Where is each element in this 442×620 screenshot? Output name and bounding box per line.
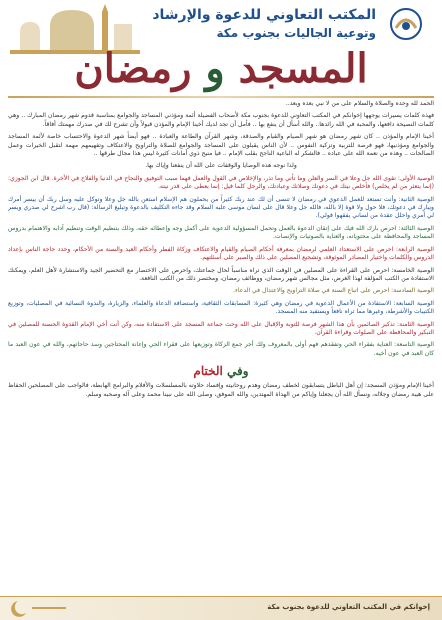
org-logo-icon <box>382 6 430 42</box>
advice-3: الوصية الثالثة: احرص بارك الله فيك على إتقان الدعوة بالعمل وتحمل المسؤولية الدعوية على أكمل وجه وإعطائه حقه، وذلك بتنظيم الوقت وتنظيم آدابه والاهتمام بدروس المساجد والمحافظة على محتوياته، والعناية بالصوتيات والإنصات. <box>8 224 434 241</box>
org-name-line1: المكتب التعاوني للدعوة والإرشاد <box>152 7 376 23</box>
lead-sentence: ولذا نوجه هذه الوصايا والوقفات على الله أن ينفعنا وإياك بها. <box>145 162 297 170</box>
intro-paragraph-3: أخينا الإمام والمؤذن .. كان شهر رمضان هو شهر الصيام والقيام والصدقة، وشهر القرآن والطاعة والعبادة .. فهو أيضاً شهر الدعوة والاحتساب خاصة لأئمة المساجد والجوامع ومؤذنيها، فهو فرصة للتربية وتزكية النفوس .. لأن الناس يقبلون على المساجد والجوامع للصلاة والتراويح والاعتكاف وتفهيمهم مهمة لتقبل الخيرات وعمل الصالحات .. وهذه من نعمة الله على عباده .. فالشكر له الباعية الناجح بقلب الإمام .. فيا منيح ذوي أمانات كثيرة ليس هذا مجال طرقها .. <box>8 133 434 158</box>
advice-9: الوصية التاسعة: العناية بفقراء الحي وتفقدهم فهم أولى بالمعروف ولك أجر جمع الزكاة وتوزيعها على فقراء الحي وإعانة المحتاجين وسد حاجاتهم، والله في عون العبد ما كان العبد في عون أخيه. <box>8 341 434 357</box>
advice-5: الوصية الخامسة: احرص على القراءة على المصلين في الوقت الذي تراه مناسباً لحال جماعتك، واحرص على الاختصار مع التحضير الجيد والاستشارة لأهل العلم، ويمكنك الاستفادة من الكتب المؤلفة لهذا الغرض، مثل مجالس شهر رمضان، ووظائف رمضان، ومختصر ذلك من الكتب النافعة. <box>8 266 434 282</box>
organization-name <box>146 6 376 42</box>
closing-title <box>8 364 434 378</box>
main-title <box>0 46 442 92</box>
advice-8: الوصية الثامنة: تذكير الصائمين بأن هذا الشهر فرصة للتوبة والإقبال على الله وحث جماعة المسجد على الاستفادة منه، وكن أنت أخي الإمام القدوة الحسنة للمصلين في التبكير والمحافظة على الصلوات وقراءة القرآن. <box>8 320 434 336</box>
header-divider <box>8 96 434 98</box>
intro-paragraph-2: فهذه كلمات يسيرات يوجهها إخوانكم في المكتب التعاوني للدعوة بجنوب مكة لأصحاب الفضيلة أئمة ومؤذني المساجد والجوامع بمناسبة قدوم شهر رمضان المبارك .. وهي كلمات النصيحة دافعها، والمحبة في الله رائدها.. والله أسأل أن ينفع بها .. فأمل أن تجد لديك أخينا الإمام والمؤذن قبولاً وأن تشرح لك في صدرك مهمتك أفاقاً. <box>8 112 434 128</box>
decorative-crescent-icon <box>10 599 70 617</box>
advice-4: الوصية الرابعة: احرص على الاستعداد العلمي لرمضان بمعرفة أحكام الصيام والقيام والاعتكاف وزكاة الفطر وأحكام العيد والسنة من الأحكام، وحدد حاجة الناس بإعداد الدروس والكلمات واختيار المصادر الموثوقة، وتشجيع المصلين على ذلك والصبر على أسئلتهم. <box>8 245 434 262</box>
header <box>0 0 442 100</box>
intro-paragraph-1: الحمد لله وحده والصلاة والسلام على من لا نبي بعده وبعد.. <box>285 100 434 107</box>
footer <box>0 596 442 620</box>
advice-1: الوصية الأولى: تقوى الله جل وعلا في السر والعلن وما تأتي وما تذر، والإخلاص في القول والعمل فهما سبب التوفيق والنجاح في الدنيا والفلاح في الأخرة. قال ابن الجوزي: (إنما يتعثر من لم يخلص) فأخلص نيتك في دعوتك وصلاتك وعبادتك، والرجل كلما قيل: إنما يعطى على قدر نيته. <box>8 174 434 191</box>
closing-title-part-a: وفي <box>227 364 249 379</box>
title-word-and: و <box>205 45 225 92</box>
closing-paragraph: أخينا الإمام ومؤذن المسجد: إن أهل الباطل يتسابقون لخطف رمضان وهدم روحانيته وإفساد حلاوته بالمسلسلات والأفلام والبرامج الهابطة، فالواجب على المصلحين الحفاظ على هيبة رمضان وجلاله، ونسأل الله أن يجعلنا وإياكم من الهداة المهتدين، والله الموفق، وصلى الله على نبينا محمد وعلى آله وصحبه وسلم. <box>8 382 434 398</box>
footer-signature: إخوانكم في المكتب التعاوني للدعوة بجنوب مكة <box>267 603 430 611</box>
advice-7: الوصية السابعة: الاستفادة من الأعمال الدعوية في رمضان وهي كثيرة: المسابقات الثقافية، واستضافة الدعاة والعلماء، والزيارة، والندوة النسائية في المصليات، وتوزيع الكتيبات والأشرطة، وغيرها مما تراه نافعاً ويستفيد منه المسجد. <box>8 299 434 316</box>
title-word-ramadan: رمضان <box>74 45 192 92</box>
main-content <box>8 100 434 592</box>
title-word-mosque: المسجد <box>238 45 368 92</box>
org-name-line2: وتوعية الجاليات بجنوب مكة <box>216 26 376 40</box>
advice-2: الوصية الثانية: وأنت تستعد للعمل الدعوي في رمضان لا تنسى أن لك عند ربك كثيراً من يحملون هم الإسلام استعن بالله جل وعلا وتوكل عليه وسل ربك أن ييسر أمرك ويبارك في دعوتك، فلا حول ولا قوة إلا بالله، فالله جل وعلا قال على لسان موسى عليه السلام وقد جاءه التكليف بالدعوة وتبليغ الرسالة: (قال رب اشرح لي صدري ويسر لي أمري واحلل عقدة من لساني يفقهوا قولي). <box>8 195 434 220</box>
advice-6: الوصية السادسة: احرص على اتباع السنة في صلاة التراويح والاعتدال في الدعاء. <box>233 287 434 295</box>
closing-title-part-b: الختام <box>193 364 223 379</box>
